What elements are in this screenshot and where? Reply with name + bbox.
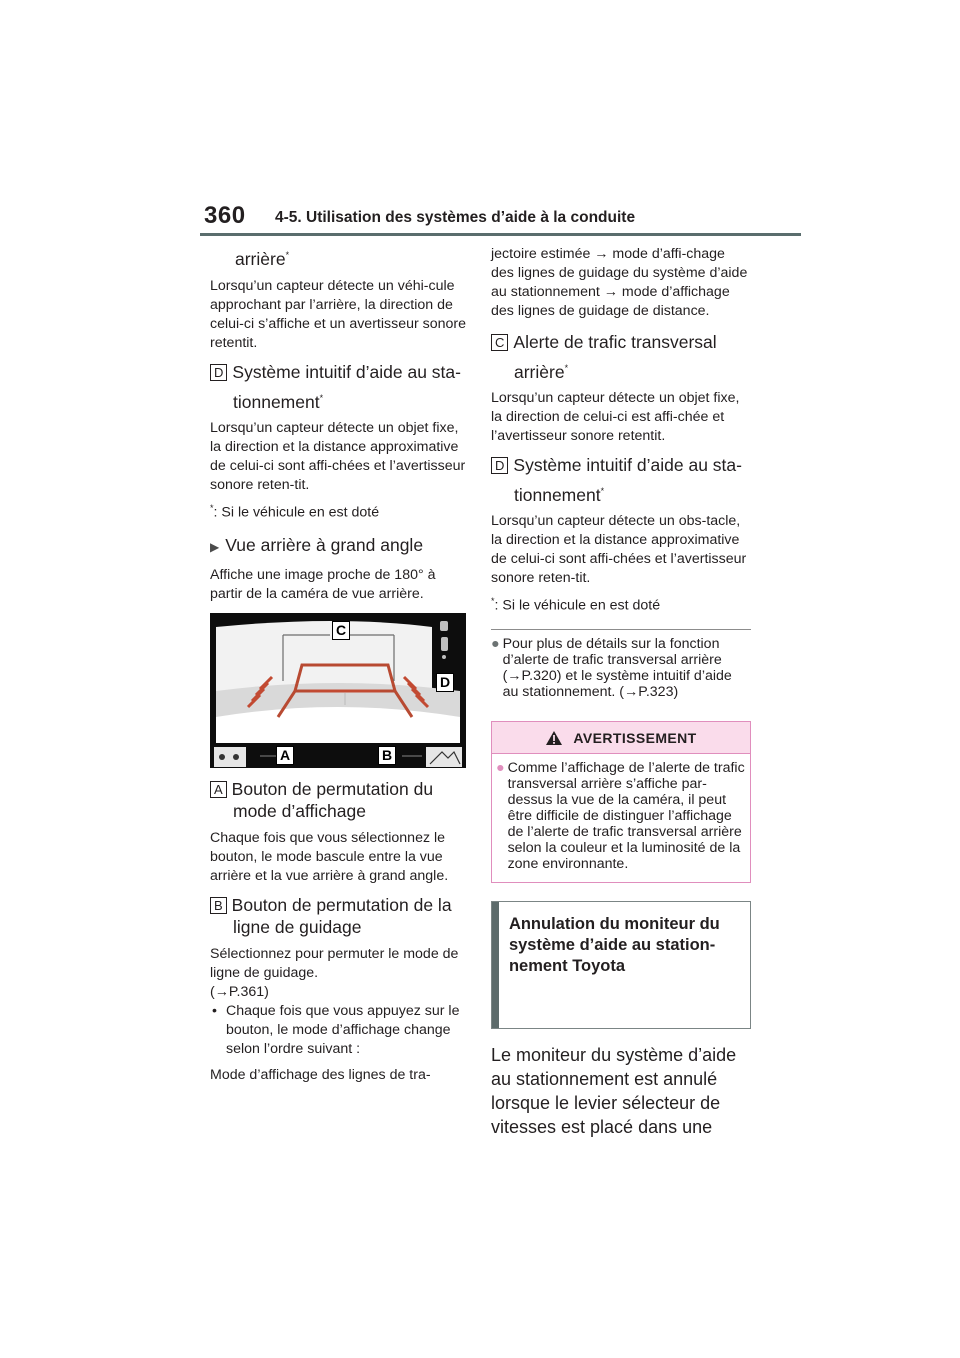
- badge-c: C: [491, 334, 508, 351]
- b-text: Sélectionnez pour permuter le mode de ligne de guidage.: [210, 946, 459, 982]
- continued-text-right: jectoire estimée → mode d’affi-chage des lignes de guidage du système d’aide au stationnement → mode d’affichage des lignes de guidage de distance.: [491, 246, 748, 319]
- note-text: Pour plus de détails sur la fonction d’alerte de trafic transversal arrière (→P.320) et le système intuitif d’aide au stationnement. (→P.323): [502, 636, 732, 701]
- warning-bullet-icon: ●: [496, 760, 505, 777]
- warning-title: AVERTISSEMENT: [573, 729, 697, 746]
- screen-label-b: B: [378, 746, 396, 765]
- warning-text: Comme l’affichage de l’alerte de trafic transversal arrière s’affiche par-dessus la vue de la caméra, il peut être difficile de distinguer l’affichage de l’alerte de trafic transversal arrière selon la couleur et la luminosité de la zone environnante.: [507, 760, 745, 873]
- note: [491, 629, 751, 700]
- warning-icon: [545, 730, 563, 746]
- warning-box: [491, 721, 751, 883]
- body-text: Le moniteur du système d’aide au stationnement est annulé lorsque le levier sélecteur de vitesses est placé dans une: [491, 1045, 737, 1138]
- page-number: 360: [204, 202, 246, 229]
- continued-text: Lorsqu’un capteur détecte un véhi-cule approchant par l’arrière, la direction de celui-ci s’affiche et un avertisseur sonore retentit.: [210, 277, 467, 351]
- badge-a: A: [210, 781, 227, 798]
- header-rule: [200, 233, 801, 236]
- heading-d-right: D Système intuitif d’aide au sta-: [491, 454, 751, 476]
- heading-b: B Bouton de permutation de la: [210, 894, 468, 916]
- continued-heading: arrière*: [235, 248, 290, 269]
- warning-header: [492, 722, 750, 754]
- warning-body: [492, 754, 750, 882]
- c-text: Lorsqu’un capteur détecte un objet fixe, la direction de celui-ci est affi-chée et l’avertisseur sonore retentit.: [491, 389, 740, 444]
- heading-wide-angle: ▶ Vue arrière à grand angle: [210, 535, 424, 556]
- camera-screen: [210, 613, 466, 768]
- badge-d-right: D: [491, 457, 508, 474]
- b-mode-text: Mode d’affichage des lignes de tra-: [210, 1067, 431, 1084]
- right-column: jectoire estimée → mode d’affi-chage des lignes de guidage du système d’aide au stationnement → mode d’affichage des lignes de guidage de distance. C Alerte de trafic transversal arrière* Lorsqu’un capteur détecte un objet fixe, la direction de celui-ci est affi-chée et l’avertisseur sonore retentit. D Système intuitif d’aide au sta- tionnement* Lorsqu’un capteur détecte un obs-tacle, la direction et la distance approximative de celui-ci sont affi-chées et l’avertisseur sonore reten-tit. *: Si le véhicule en est doté ● Pour plus de détails sur la fonction d’alerte de trafic transversal arrière (→P.320) et le système intuitif d’aide au stationnement. (→P.323) AVERTISSEMENT ● Comme l’affichage de l’alerte de trafic transversal arrière s’affiche par-dessus la vue de la caméra, il peut être difficile de distinguer l’affichage de l’alerte de trafic transversal arrière selon la couleur et la luminosité de la zone environnante. Annulation du moniteur du système d’aide au station-nement Toyota Le moniteur du système d’aide au stationnement est annulé lorsque le levier sélecteur de vitesses est placé dans une: [491, 244, 751, 1139]
- heading-a: A Bouton de permutation du: [210, 778, 468, 800]
- screen-label-a: A: [276, 746, 294, 765]
- badge-b: B: [210, 897, 227, 914]
- triangle-icon: ▶: [210, 540, 220, 555]
- heading-c: C Alerte de trafic transversal: [491, 331, 751, 353]
- left-column: arrière* Lorsqu’un capteur détecte un véhi-cule approchant par l’arrière, la direction de celui-ci s’affiche et un avertisseur sonore retentit. D Système intuitif d’aide au sta- tionnement* Lorsqu’un capteur détecte un objet fixe, la direction et la distance approximative de celui-ci sont affi-chées et l’avertisseur sonore reten-tit. *: Si le véhicule en est doté ▶ Vue arrière à grand angle Affiche une image proche de 180° à partir de la caméra de vue arrière. C D A B A Bouton de permutation du mode d’affichage Chaque fois que vous sélectionnez le bouton, le mode bascule entre la vue arrière et la vue arrière à grand angle. B Bouton de permutation de la ligne de guidage Sélectionnez pour permuter le mode de ligne de guidage. (→P.361) • Chaque fois que vous appuyez sur le bouton, le mode d’affichage change selon l’ordre suivant : Mode d’affichage des lignes de tra-: [210, 244, 468, 1085]
- section-title: 4-5. Utilisation des systèmes d’aide à la conduite: [275, 209, 636, 226]
- bullet-icon: ●: [491, 636, 500, 653]
- screen-label-d: D: [436, 673, 454, 692]
- box-side-bar: [492, 902, 499, 1028]
- d-text-right: Lorsqu’un capteur détecte un obs-tacle, la direction et la distance approximative de celui-ci sont affi-chées et l’avertisseur sonore reten-tit.: [491, 512, 747, 586]
- b-bullet: • Chaque fois que vous appuyez sur le bouton, le mode d’affichage change selon l’ordre suivant :: [212, 1003, 460, 1058]
- a-text: Chaque fois que vous sélectionnez le bouton, le mode bascule entre la vue arrière et la vue arrière à grand angle.: [210, 830, 449, 885]
- heading-d-left: D Système intuitif d’aide au sta-: [210, 361, 468, 383]
- screen-label-c: C: [332, 621, 350, 640]
- d-text-left: Lorsqu’un capteur détecte un objet fixe, la direction et la distance approximative de celui-ci sont affi-chées et l’avertisseur sonore reten-tit.: [210, 419, 466, 493]
- b-page-ref: (→P.361): [210, 984, 269, 1001]
- footnote-right: *: Si le véhicule en est doté: [491, 595, 661, 614]
- box-title: Annulation du moniteur du système d’aide au station-nement Toyota: [508, 915, 720, 976]
- wide-angle-text: Affiche une image proche de 180° à partir de la caméra de vue arrière.: [210, 567, 436, 603]
- section-box: [491, 901, 751, 1029]
- footnote-left: *: Si le véhicule en est doté: [210, 502, 380, 521]
- badge-d: D: [210, 364, 227, 381]
